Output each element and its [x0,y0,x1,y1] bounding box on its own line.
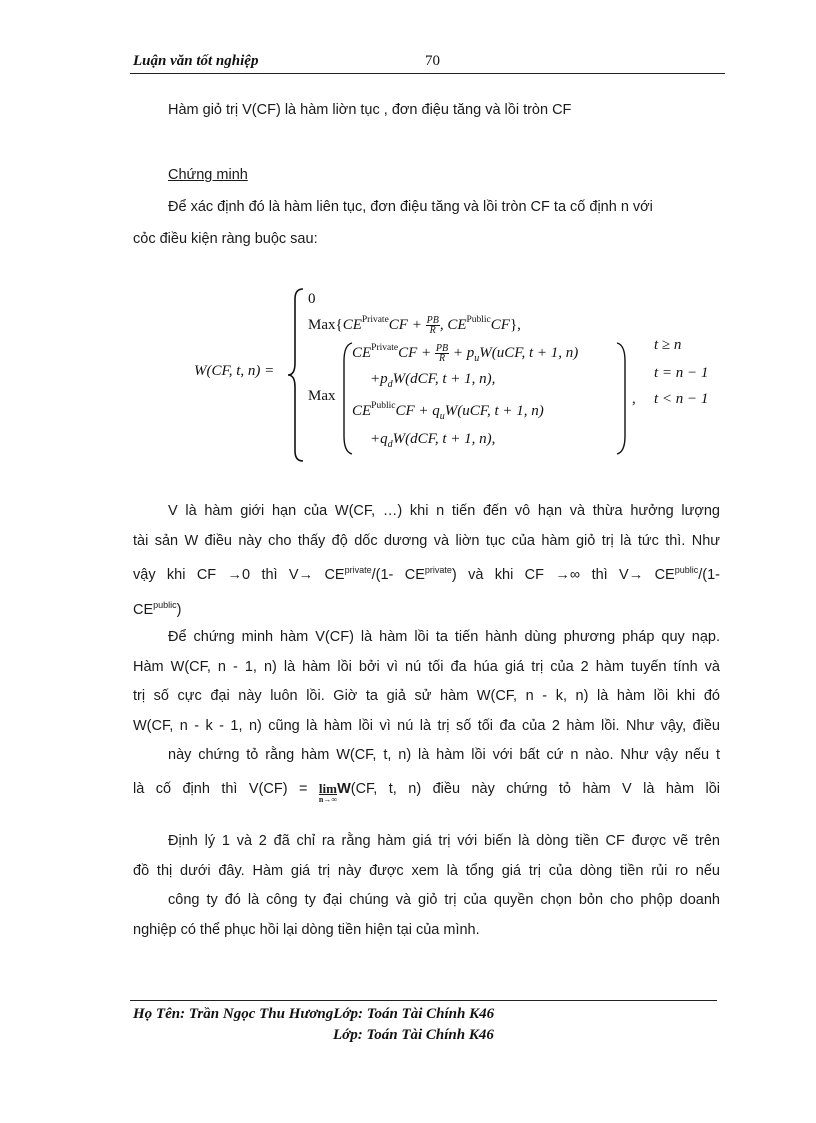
formula-case-zero: 0 [308,291,316,307]
paragraph-line: V là hàm giới hạn của W(CF, …) khi n tiến đến vô hạn và thừa hưởng lượng [168,503,720,519]
paragraph-line: Hàm W(CF, n - 1, n) là hàm lồi bởi vì nú tối đa húa giá trị của 2 hàm tuyến tính và [133,658,720,675]
paragraph-line: là cố định thì V(CF) = lim n→∞ W(CF, t, n) điều này chứng tỏ hàm V là hàm lồi [133,780,721,804]
page-number: 70 [425,53,440,69]
paragraph-line: $CE^{public}$) [133,599,182,618]
recursive-value-formula [190,285,730,465]
paragraph-line: này chứng tỏ rằng hàm W(CF, t, n) là hàm lồi với bất cứ n nào. Như vậy nếu t [168,747,720,763]
formula-lhs: W(CF, t, n) = [194,363,275,379]
formula-public-option: $CE^{Public}CF + q_uW(uCF$, t + 1, n) [352,401,544,422]
paragraph-line: đồ thị dưới đây. Hàm giá trị này được xem là tổng giá trị của dòng tiền rủi ro nếu [133,862,720,879]
limit-operator: lim n→∞ [318,780,338,804]
footer-author: Họ Tên: Trần Ngọc Thu HươngLớp: Toán Tài Chính K46 [133,1006,495,1022]
formula-private-option: $CE^{Private}CF$ + $\frac{PB}{R}$ + $p_uW(uCF$, t + 1, n) [352,343,579,365]
header-title: Luận văn tốt nghiệp [133,53,259,69]
formula-public-continuation: $+q_dW(dCF$, t + 1, n), [370,431,496,450]
formula-case-max-static: $Max\{CE^{Private}CF$ + $\frac{PB}{R}$ , $CE^{Public}CF$}, [308,315,521,337]
proof-intro-line-2: cỏc điều kiện ràng buộc sau: [133,231,318,247]
paragraph-line: Để chứng minh hàm V(CF) là hàm lồi ta tiến hành dùng phương pháp quy nạp. [168,629,720,645]
condition-t-eq-n-minus-1: t = n − 1 [654,365,709,381]
formula-left-brace [285,285,307,465]
paragraph-line: tài sản W điều này cho thấy độ dốc dương và liờn tục của hàm giỏ trị là tức thì. Như [133,532,720,549]
paragraph-line: W(CF, n - k - 1, n) cũng là hàm lồi vì nú là trị số tối đa của 2 hàm lồi. Như vậy, điều [133,717,720,734]
paragraph-line: vậy khi CF →0 thì $V\to CE^{private}/(1-$ $CE^{private}$) và khi CF →∞ thì $V\to CE^{public}/(1-$ [133,565,720,583]
paragraph-limit [133,497,720,625]
paragraph-convexity-proof [133,623,720,807]
formula-trailing-comma: , [632,391,636,407]
condition-t-lt-n-minus-1: t < n − 1 [654,391,709,407]
paragraph-line: trị số cực đại này luôn lồi. Giờ ta giả sử hàm W(CF, n - k, n) là hàm lồi khi đó [133,688,720,704]
proof-intro-line-1: Để xác định đó là hàm liên tục, đơn điệu tăng và lồi tròn CF ta cố định n với [168,199,653,215]
paragraph-theorem-summary [133,827,720,945]
header-divider [130,73,725,74]
condition-t-ge-n: t ≥ n [654,337,682,353]
formula-max-label: Max [308,388,336,404]
theorem-statement: Hàm giỏ trị V(CF) là hàm liờn tục , đơn điệu tăng và lồi tròn CF [168,102,572,118]
paragraph-line: công ty đó là công ty đại chúng và giỏ trị của quyền chọn bỏn cho phộp doanh [168,892,720,908]
formula-inner-right-paren [615,341,629,456]
proof-heading: Chứng minh [168,167,248,183]
paragraph-line: Định lý 1 và 2 đã chỉ ra rằng hàm giá trị với biến là dòng tiền CF được vẽ trên [168,833,720,849]
paragraph-line: nghiệp có thể phục hồi lại dòng tiền hiện tại của mình. [133,921,480,938]
footer-class: Lớp: Toán Tài Chính K46 [333,1027,494,1043]
footer-divider [130,1000,717,1001]
formula-private-continuation: $+p_dW(dCF$, t + 1, n), [370,371,496,390]
